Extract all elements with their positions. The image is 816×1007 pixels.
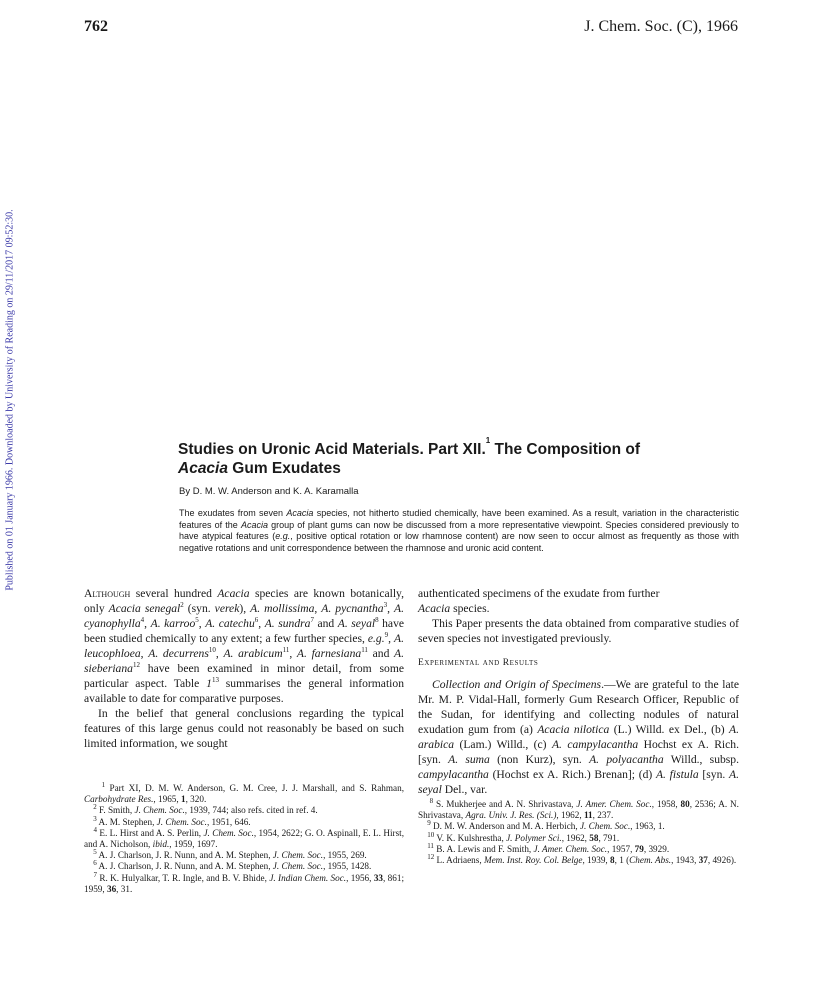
- body-left-column: [84, 586, 404, 751]
- abstract-italic: Acacia: [240, 519, 268, 530]
- footnote-text: , 1957,: [607, 843, 635, 854]
- footnote-journal: J. Chem. Soc.: [272, 850, 324, 861]
- footnote-text: L. Adriaens,: [434, 855, 484, 866]
- footnote-text: , 1959, 1697.: [169, 839, 218, 850]
- body-italic: A. leucophloea: [84, 632, 404, 660]
- body-text: summarises the general information available to date for comparative purposes.: [84, 677, 404, 705]
- body-text: several hundred: [130, 587, 218, 600]
- footnote-text: , 1 (: [614, 855, 630, 866]
- footnote-number: 6: [93, 859, 97, 868]
- body-italic: e.g.: [367, 632, 385, 645]
- title-genus: Acacia: [178, 460, 228, 477]
- body-italic: A. sieberiana: [84, 647, 405, 675]
- footnote-journal: J. Chem. Soc.: [579, 821, 631, 832]
- body-italic: A. arabica: [418, 723, 740, 751]
- journal-header: J. Chem. Soc. (C), 1966: [584, 18, 738, 35]
- footnote-journal: J. Amer. Chem. Soc.: [533, 843, 608, 854]
- footnote: [84, 850, 404, 861]
- footnote-number: 8: [429, 796, 434, 805]
- section-heading: Experimental and Results: [418, 658, 539, 668]
- reference-marker: 13: [211, 676, 219, 685]
- dropcap-lead: Although: [84, 587, 131, 600]
- footnote-number: 12: [427, 852, 435, 861]
- footnote-text: , 1955, 1428.: [323, 861, 372, 872]
- body-italic: A. cyanophylla: [84, 602, 404, 630]
- footnote-number: 7: [93, 870, 97, 879]
- title-line2-rest: Gum Exudates: [227, 460, 341, 477]
- abstract-text: species, not hitherto studied chemically, have been examined. As a result, variation in the characteristic features of the: [179, 508, 739, 530]
- download-watermark: [3, 195, 17, 605]
- footnote-journal: Agra. Univ. J. Res. (Sci.): [465, 810, 557, 821]
- body-text: ,: [387, 602, 395, 615]
- reference-marker: 9: [384, 631, 389, 640]
- footnote-journal: J. Chem. Soc.: [203, 827, 254, 838]
- footnote-text: , 1955, 269.: [323, 850, 367, 861]
- reference-marker: 4: [140, 616, 145, 625]
- body-text: ,: [388, 632, 395, 645]
- footnote-volume: 37: [698, 855, 708, 866]
- footnote-text: , 320.: [185, 794, 207, 805]
- body-paragraph: In the belief that general conclusions regarding the typical features of this large genus could not reasonably be based on such limited information, we sought: [84, 707, 404, 750]
- body-italic: A. sundra: [264, 617, 311, 630]
- body-text: (Hochst ex A. Rich.) Brenan]; (d): [488, 768, 656, 781]
- body-italic: A. suma: [448, 753, 490, 766]
- body-italic: Acacia: [217, 587, 250, 600]
- reference-marker: 5: [195, 616, 199, 625]
- footnote-number: 1: [101, 780, 106, 789]
- footnote-text: , 1962,: [556, 810, 584, 821]
- body-italic: A. karroo: [150, 617, 196, 630]
- body-text: have been studied chemically to any extent; a few further species,: [84, 617, 405, 645]
- body-right-column: [418, 586, 739, 797]
- footnote-text: , 2536; A. N. Shrivastava,: [418, 799, 739, 821]
- body-text: ),: [239, 602, 251, 615]
- footnote-number: 10: [427, 830, 435, 839]
- body-text: ,: [289, 647, 297, 660]
- body-italic: Acacia nilotica: [537, 723, 610, 736]
- footnote-text: , 1939, 744; also refs. cited in ref. 4.: [184, 805, 318, 816]
- reference-marker: 11: [361, 646, 368, 655]
- footnote-journal: Chem. Abs.: [629, 855, 672, 866]
- body-italic: A. arabicum: [223, 647, 283, 660]
- footnote-journal: Carbohydrate Res.: [84, 794, 154, 805]
- reference-marker: 10: [208, 646, 216, 655]
- body-text: species.: [450, 602, 490, 615]
- abstract-text: The exudates from seven: [179, 508, 287, 518]
- footnote-text: E. L. Hirst and A. S. Perlin,: [96, 827, 204, 838]
- footnote-text: B. A. Lewis and F. Smith,: [433, 843, 534, 854]
- title-line1-b: The Composition of: [490, 441, 641, 458]
- footnote-text: A. M. Stephen,: [96, 816, 157, 827]
- footnote: [84, 870, 405, 895]
- footnote: [418, 796, 739, 821]
- footnote-text: S. Mukherjee and A. N. Shrivastava,: [433, 799, 577, 809]
- authors: By D. M. W. Anderson and K. A. Karamalla: [179, 486, 359, 497]
- footnote: [84, 861, 404, 872]
- footnote-text: , 31.: [116, 883, 133, 894]
- footnote-text: , 1958,: [651, 799, 681, 809]
- footnote-journal: Mem. Inst. Roy. Col. Belge: [483, 855, 583, 866]
- body-italic: A. mollissima: [250, 602, 315, 615]
- body-text: and: [367, 647, 395, 660]
- footnote: [418, 830, 739, 844]
- footnote-number: 5: [93, 848, 97, 857]
- footnotes-right: [418, 796, 739, 866]
- page-number: 762: [84, 18, 108, 35]
- footnote-volume: 11: [583, 810, 593, 821]
- body-italic: A. farnesiana: [296, 647, 362, 660]
- body-text: ,: [144, 617, 151, 630]
- body-italic: A. polyacantha: [589, 753, 664, 766]
- footnote-text: , 791.: [598, 832, 620, 843]
- body-text: have been examined in minor detail, from some particular aspect. Table: [84, 662, 404, 690]
- footnote-volume: 79: [634, 843, 644, 854]
- reference-marker: 2: [180, 601, 184, 610]
- abstract-italic: Acacia: [286, 508, 314, 518]
- abstract-text: group of plant gums can now be discussed from a more representative viewpoint. Species considered previously to have atypical features (: [179, 519, 739, 542]
- reference-marker: 3: [383, 601, 388, 610]
- body-text: Willd., subsp.: [663, 753, 739, 766]
- footnote-number: 2: [93, 803, 97, 812]
- reference-marker: 6: [254, 616, 259, 625]
- footnote-text: , 1943,: [671, 855, 699, 866]
- reference-marker: 8: [375, 616, 379, 625]
- body-italic: A. seyal: [337, 617, 376, 630]
- footnote-volume: 80: [680, 799, 690, 809]
- footnote-number: 4: [93, 825, 97, 834]
- body-italic: A. pycnantha: [321, 602, 384, 615]
- footnotes-left: [84, 780, 405, 895]
- footnote-text: , 1962,: [561, 832, 590, 843]
- footnote-journal: J. Chem. Soc.: [156, 816, 207, 827]
- run-in-heading: Collection and Origin of Specimens: [432, 678, 602, 691]
- abstract-italic: e.g.: [275, 531, 291, 542]
- title-line1-a: Studies on Uronic Acid Materials. Part XII.: [178, 441, 486, 458]
- footnote-volume: 33: [373, 872, 383, 883]
- abstract-text: , positive optical rotation or low rhamnose content) are now seen to occur almost as frequently as those with negative rotations and unit correspondence between the rhamnose and uronic acid content.: [179, 531, 739, 553]
- body-text: (Lam.) Willd., (c): [454, 738, 552, 751]
- body-text: (non Kurz), syn.: [489, 753, 590, 766]
- footnote-text: A. J. Charlson, J. R. Nunn, and A. M. Stephen,: [96, 850, 273, 861]
- footnote: [84, 780, 405, 805]
- reference-marker: 11: [282, 646, 290, 655]
- reference-marker: 12: [132, 661, 140, 670]
- footnote-journal: J. Amer. Chem. Soc.: [576, 799, 652, 809]
- footnote-number: 11: [427, 841, 434, 850]
- footnote-journal: J. Chem. Soc.: [272, 861, 324, 872]
- footnote: [84, 805, 404, 816]
- footnote-text: F. Smith,: [96, 805, 135, 816]
- body-italic: A. catechu: [205, 617, 255, 630]
- footnote: [84, 825, 404, 850]
- body-text: (syn.: [183, 602, 215, 615]
- body-text: ,: [314, 602, 322, 615]
- footnote-journal: ibid.: [152, 839, 170, 850]
- title-footnote-marker: 1: [485, 436, 491, 445]
- body-italic: Acacia senegal: [108, 602, 181, 615]
- body-italic: verek: [214, 602, 240, 615]
- footnote-text: , 3929.: [643, 843, 670, 854]
- footnote-text: Part XI, D. M. W. Anderson, G. M. Cree, J. J. Marshall, and S. Rahman,: [105, 783, 405, 793]
- footnote-volume: 8: [610, 855, 615, 866]
- footnote-text: , 1954, 2622; G. O. Aspinall, E. L. Hirst, and A. Nicholson,: [84, 827, 404, 850]
- reference-marker: 7: [310, 616, 314, 625]
- body-text: Hochst ex A. Rich. [syn.: [418, 738, 739, 766]
- footnote-journal: J. Chem. Soc.: [134, 805, 185, 816]
- footnote-text: , 1951, 646.: [206, 816, 251, 827]
- footnote: [418, 841, 739, 855]
- footnote-text: , 1939,: [582, 855, 611, 866]
- footnote-volume: 36: [106, 883, 117, 894]
- footnote-number: 9: [427, 819, 431, 828]
- body-italic: A. fistula: [655, 768, 699, 781]
- body-italic: 1: [206, 677, 212, 690]
- footnote-text: V. K. Kulshrestha,: [434, 832, 507, 843]
- body-paragraph: This Paper presents the data obtained from comparative studies of seven species not investigated previously.: [418, 617, 739, 645]
- footnote-journal: J. Indian Chem. Soc.: [269, 872, 347, 883]
- footnote-text: , 4926).: [707, 855, 737, 866]
- body-text: authenticated specimens of the exudate from further: [418, 587, 660, 600]
- abstract: [179, 508, 739, 554]
- footnote-text: A. J. Charlson, J. R. Nunn, and A. M. Stephen,: [96, 861, 273, 872]
- footnote-text: , 1963, 1.: [630, 821, 665, 832]
- footnote: [418, 821, 739, 832]
- body-text: ,: [258, 617, 265, 630]
- body-text: species are known botanically, only: [84, 587, 404, 615]
- body-italic: Acacia: [418, 602, 451, 615]
- body-text: ,: [198, 617, 206, 630]
- body-italic: campylacantha: [418, 768, 489, 781]
- article-title: [178, 436, 738, 478]
- body-paragraph: [418, 677, 739, 797]
- footnote-text: , 861; 1959,: [84, 872, 405, 894]
- body-italic: A. campylacantha: [551, 738, 639, 751]
- footnote: [418, 852, 739, 866]
- footnote-journal: J. Polymer Sci.: [506, 832, 562, 843]
- body-italic: A. seyal: [418, 768, 739, 796]
- intro-paragraph: [84, 586, 404, 706]
- body-paragraph: [418, 586, 739, 616]
- body-text: [syn.: [698, 768, 729, 781]
- footnote-volume: 1: [180, 794, 186, 805]
- footnote-text: , 237.: [592, 810, 614, 821]
- footnote-volume: 58: [589, 832, 599, 843]
- body-text: (L.) Willd. ex Del., (b): [609, 723, 730, 736]
- footnote: [84, 814, 404, 828]
- download-watermark-text: Published on 01 January 1966. Downloaded by University of Reading on 29/11/2017 09:52:30.: [4, 209, 16, 591]
- footnote-text: , 1956,: [346, 872, 374, 883]
- body-text: Del., var.: [441, 783, 488, 796]
- footnote-text: R. K. Hulyalkar, T. R. Ingle, and B. V. Bhide,: [97, 872, 270, 883]
- body-text: ,: [215, 647, 224, 660]
- body-text: ,: [140, 647, 149, 660]
- footnote-number: 3: [93, 814, 97, 823]
- footnote-text: , 1965,: [153, 794, 181, 805]
- body-text: .—We are grateful to the late Mr. M. P. Vidal-Hall, formerly Gum Research Officer, Republic of the Sudan, for identifying and collecting nodules of natural exudation gum from (a): [418, 678, 739, 736]
- body-text: and: [313, 617, 338, 630]
- body-italic: A. decurrens: [148, 647, 209, 660]
- footnote-text: D. M. W. Anderson and M. A. Herbich,: [430, 821, 580, 832]
